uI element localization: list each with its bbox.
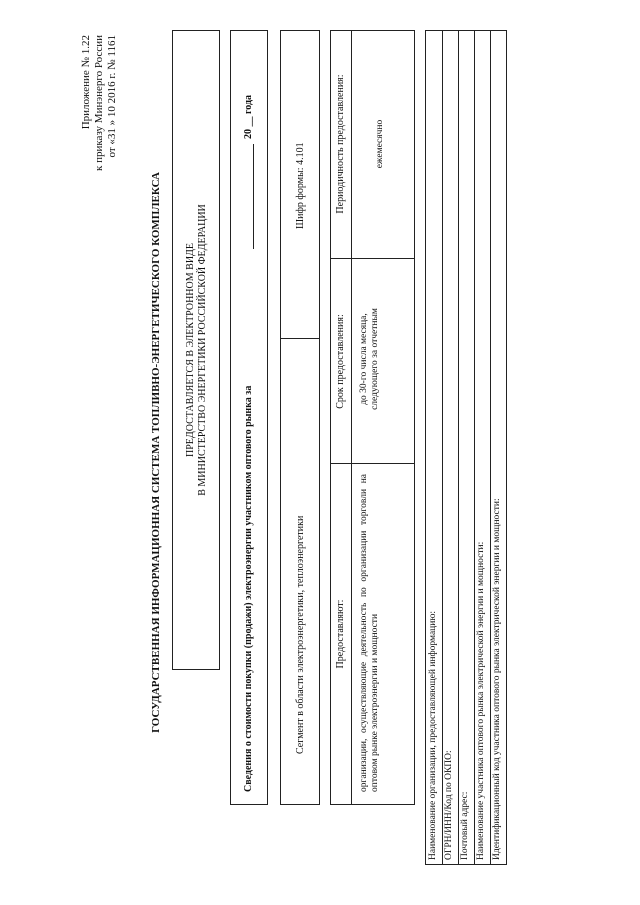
org-name-label: Наименование организации, предоставляющей информацию: [428, 610, 438, 860]
report-year: 20 __ года [243, 94, 254, 139]
cell-frequency: ежемесячно [375, 119, 385, 169]
report-period-blank [253, 144, 254, 249]
org-name-line [428, 34, 443, 860]
segment-label: Сегмент в области электроэнергетики, теплоэнергетики [295, 515, 306, 754]
appendix-number: Приложение № 1.22 [80, 35, 92, 130]
org-ogrn-label: ОГРН/ИНН/Код по ОКПО: [444, 750, 454, 860]
report-title-box [230, 30, 268, 805]
cell-deadline: до 30-го числа месяца, следующего за отчетным [359, 308, 380, 410]
org-info-box [425, 30, 507, 865]
appendix-order-date: от «31 » 10 2016 г. № 1161 [106, 35, 118, 158]
header-frequency: Периодичность предоставления: [335, 74, 346, 214]
report-title: Сведения о стоимости покупки (продажи) электроэнергии участником оптового рынка за [243, 385, 254, 792]
market-participant-line [476, 542, 487, 860]
submission-line-1: ПРЕДОСТАВЛЯЕТСЯ В ЭЛЕКТРОННОМ ВИДЕ [185, 243, 196, 457]
appendix-block [80, 35, 119, 265]
participant-code-line [492, 498, 503, 860]
org-address-line [460, 792, 471, 860]
appendix-order-ref: к приказу Минэнерго России [93, 35, 105, 171]
submission-line-2: В МИНИСТЕРСТВО ЭНЕРГЕТИКИ РОССИЙСКОЙ ФЕДЕРАЦИИ [197, 204, 208, 496]
org-ogrn-line [444, 750, 455, 860]
header-providers: Предоставляют: [335, 599, 346, 669]
header-deadline: Срок предоставления: [335, 314, 346, 409]
system-title: ГОСУДАРСТВЕННАЯ ИНФОРМАЦИОННАЯ СИСТЕМА ТОПЛИВНО-ЭНЕРГЕТИЧЕСКОГО КОМПЛЕКСА [150, 172, 162, 733]
cell-providers: организации, осуществляющие деятельность по организации торговли на оптовом рынке электроэнергии и мощности [359, 474, 380, 792]
org-address-label: Почтовый адрес: [460, 791, 470, 860]
submission-box [172, 30, 220, 670]
participant-code-label: Идентификационный код участника оптового рынка электрической энергии и мощности: [492, 498, 502, 860]
providers-table [330, 30, 415, 805]
segment-box [280, 30, 320, 805]
form-code: Шифр формы: 4.101 [295, 142, 306, 229]
market-participant-label: Наименование участника оптового рынка электрической энергии и мощности: [476, 541, 486, 860]
